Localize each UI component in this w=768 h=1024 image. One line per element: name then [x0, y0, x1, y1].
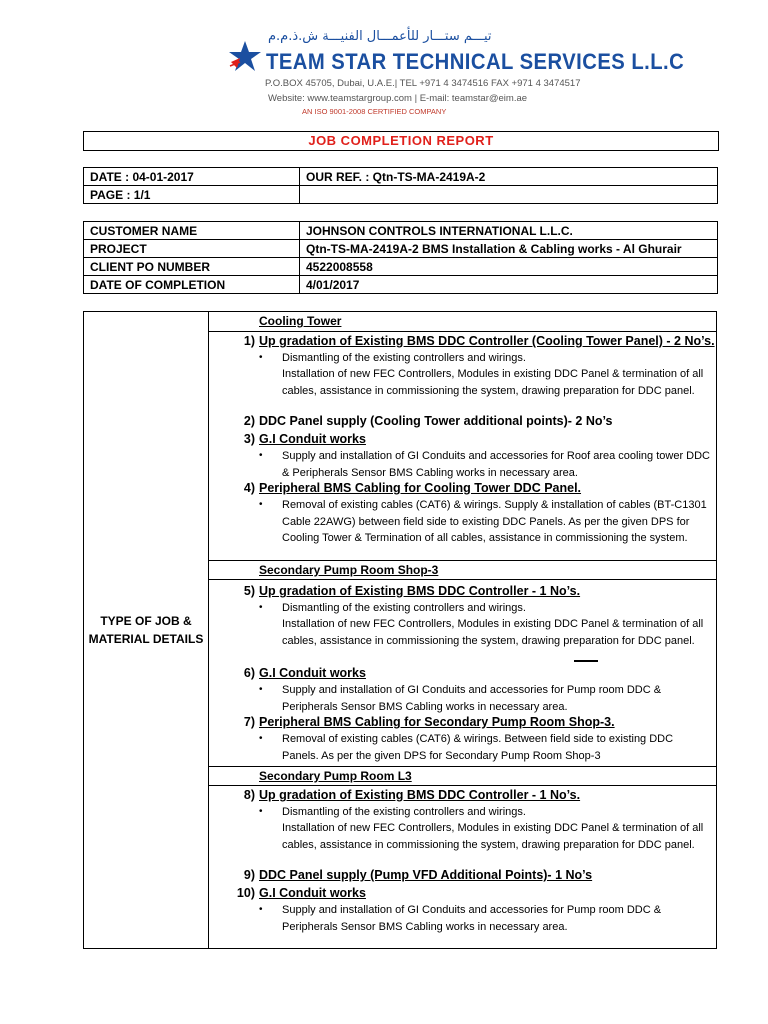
item-paragraph: Supply and installation of GI Conduits and accessories for Pump room DDC & Peripherals Sensor BMS Cabling works in necessary area. — [282, 904, 662, 933]
star-logo-icon — [228, 40, 262, 74]
empty-cell — [300, 186, 718, 204]
bullet: • — [259, 806, 263, 817]
job-type-label-line-2: MATERIAL DETAILS — [88, 632, 204, 646]
table-row — [84, 240, 718, 258]
section-heading: Cooling Tower — [259, 314, 342, 328]
item-text: G.I Conduit works — [259, 886, 366, 900]
info-value: Qtn-TS-MA-2419A-2 BMS Installation & Cabling works - Al Ghurair — [300, 240, 718, 258]
bullet: • — [259, 450, 263, 461]
section-heading: Secondary Pump Room L3 — [259, 769, 412, 783]
info-label: CLIENT PO NUMBER — [84, 258, 300, 276]
item-paragraph: Supply and installation of GI Conduits and accessories for Roof area cooling tower DDC & Peripherals Sensor BMS Cabling works in necessary area. — [282, 450, 711, 479]
row-divider — [209, 766, 717, 767]
item-number: 8) — [243, 788, 255, 802]
item-paragraph: Installation of new FEC Controllers, Modules in existing DDC Panel & termination of all cables, assistance in commissioning the system, drawing preparation for DDC panel. — [282, 822, 704, 851]
job-type-label — [83, 612, 209, 648]
item-paragraph: Dismantling of the existing controllers and wirings. — [282, 602, 526, 614]
item-number: 4) — [243, 481, 255, 495]
date-cell: DATE : 04-01-2017 — [84, 168, 300, 186]
info-value: 4522008558 — [300, 258, 718, 276]
item-number: 6) — [243, 666, 255, 680]
table-row — [84, 258, 718, 276]
row-divider — [209, 785, 717, 786]
item-number: 2) — [243, 414, 255, 428]
item-text: DDC Panel supply (Pump VFD Additional Points)- 1 No’s — [259, 868, 593, 882]
item-paragraph: Dismantling of the existing controllers and wirings. — [282, 806, 526, 818]
item-text: Up gradation of Existing BMS DDC Controller - 1 No’s. — [259, 584, 581, 598]
company-arabic-name: تيـــم ستـــار للأعمـــال الفنيـــة ش.ذ.م.م — [268, 29, 492, 44]
company-address: P.O.BOX 45705, Dubai, U.A.E.| TEL +971 4 3474516 FAX +971 4 3474517 — [265, 78, 581, 89]
bullet: • — [259, 733, 263, 744]
bullet: • — [259, 352, 263, 363]
item-paragraph: Supply and installation of GI Conduits and accessories for Pump room DDC & Peripherals Sensor BMS Cabling works in necessary area. — [282, 684, 662, 713]
row-divider — [209, 331, 717, 332]
bullet: • — [259, 602, 263, 613]
job-type-label-line-1: TYPE OF JOB & — [100, 614, 192, 628]
item-text: DDC Panel supply (Cooling Tower additional points)- 2 No’s — [259, 414, 613, 428]
item-text: Peripheral BMS Cabling for Cooling Tower DDC Panel. — [259, 481, 582, 495]
table-row — [84, 186, 718, 204]
row-divider — [209, 560, 717, 561]
item-text: Peripheral BMS Cabling for Secondary Pump Room Shop-3. — [259, 715, 615, 729]
item-number: 10) — [236, 886, 255, 900]
report-title: JOB COMPLETION REPORT — [83, 131, 719, 151]
item-text: G.I Conduit works — [259, 666, 366, 680]
item-text: G.I Conduit works — [259, 432, 366, 446]
company-website: Website: www.teamstargroup.com | E-mail: teamstar@eim.ae — [268, 93, 528, 104]
section-heading: Secondary Pump Room Shop-3 — [259, 563, 439, 577]
page-cell: PAGE : 1/1 — [84, 186, 300, 204]
info-label: PROJECT — [84, 240, 300, 258]
company-name: TEAM STAR TECHNICAL SERVICES L.L.C — [266, 49, 685, 74]
table-row — [84, 222, 718, 240]
info-value: 4/01/2017 — [300, 276, 718, 294]
item-paragraph: Removal of existing cables (CAT6) & wirings. Between field side to existing DDC Panels. As per the given DPS for Secondary Pump Room Shop-3 — [282, 733, 674, 762]
item-paragraph: Installation of new FEC Controllers, Modules in existing DDC Panel & termination of all cables, assistance in commissioning the system, drawing preparation for DDC panel. — [282, 368, 704, 397]
row-divider — [209, 579, 717, 580]
info-label: DATE OF COMPLETION — [84, 276, 300, 294]
item-paragraph: Removal of existing cables (CAT6) & wirings. Supply & installation of cables (BT-C1301 Cable 22AWG) between field side to existing DDC Panels. As per the given DPS for Cooling Tower & Termination of all cables, assistance in commissioning the system. — [282, 499, 707, 544]
item-paragraph: Dismantling of the existing controllers and wirings. — [282, 352, 526, 364]
date-ref-table — [83, 167, 718, 204]
item-number: 7) — [243, 715, 255, 729]
item-text: Up gradation of Existing BMS DDC Controller - 1 No’s. — [259, 788, 581, 802]
bullet: • — [259, 499, 263, 510]
our-ref-cell: OUR REF. : Qtn-TS-MA-2419A-2 — [300, 168, 718, 186]
customer-info-table — [83, 221, 718, 294]
item-number: 5) — [243, 584, 255, 598]
item-number: 1) — [243, 334, 255, 348]
stray-mark — [574, 660, 598, 662]
item-paragraph: Installation of new FEC Controllers, Modules in existing DDC Panel & termination of all cables, assistance in commissioning the system, drawing preparation for DDC panel. — [282, 618, 704, 647]
info-label: CUSTOMER NAME — [84, 222, 300, 240]
item-number: 3) — [243, 432, 255, 446]
bullet: • — [259, 684, 263, 695]
item-number: 9) — [243, 868, 255, 882]
bullet: • — [259, 904, 263, 915]
info-value: JOHNSON CONTROLS INTERNATIONAL L.L.C. — [300, 222, 718, 240]
item-text: Up gradation of Existing BMS DDC Controller (Cooling Tower Panel) - 2 No’s. — [259, 334, 715, 348]
iso-certification: AN ISO 9001-2008 CERTIFIED COMPANY — [302, 107, 447, 116]
table-row — [84, 168, 718, 186]
table-row — [84, 276, 718, 294]
